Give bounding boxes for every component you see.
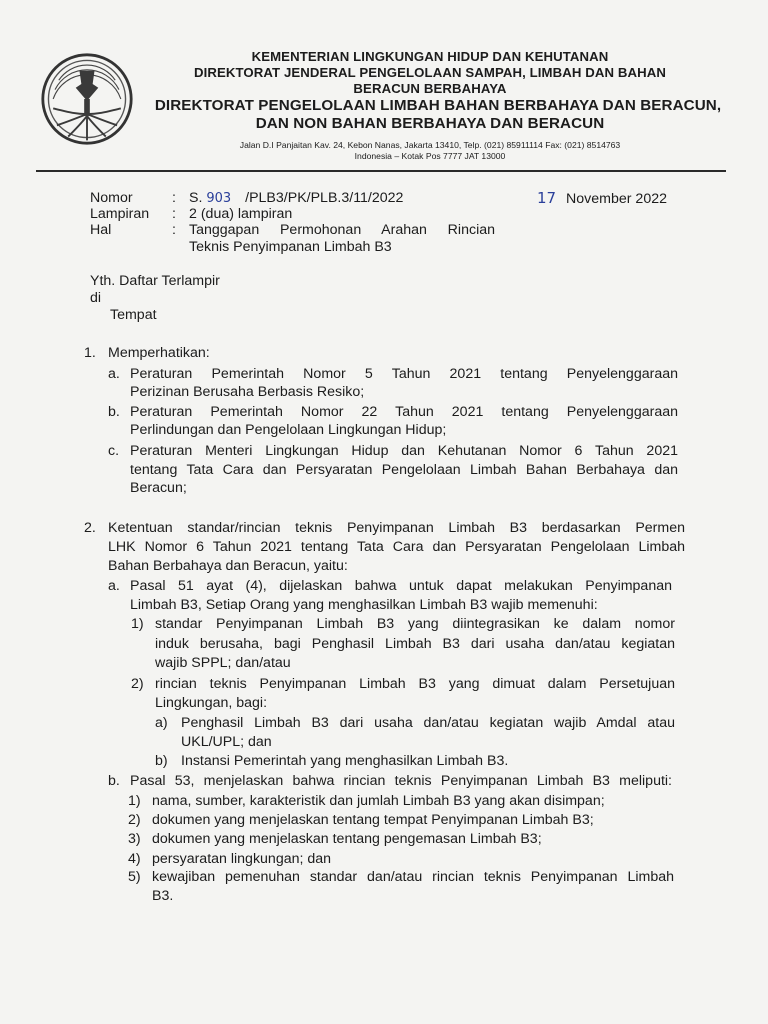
section2-line2: LHK Nomor 6 Tahun 2021 tentang Tata Cara dan Persyaratan Pengelolaan Limbah [108,539,685,555]
section2-b-item2-marker: 2) [128,812,141,828]
section2-a-line2: Limbah B3, Setiap Orang yang menghasilkan Limbah B3 wajib memenuhi: [130,597,598,613]
nomor-value [189,190,403,206]
lampiran-colon: : [172,206,176,222]
section1-a-marker: a. [108,366,120,382]
addressee-line3: Tempat [110,307,157,323]
section2-a-sub-a-line2: UKL/UPL; dan [181,734,272,750]
lampiran-value: 2 (dua) lampiran [189,206,293,222]
hal-colon: : [172,222,176,238]
section2-line3: Bahan Berbahaya dan Beracun, yaitu: [108,558,348,574]
directorate-line1: DIREKTORAT PENGELOLAAN LIMBAH BAHAN BERBAHAYA DAN BERACUN, [154,97,722,114]
section1-a-line2: Perizinan Berusaha Berbasis Resiko; [130,384,365,400]
ministry-name: KEMENTERIAN LINGKUNGAN HIDUP DAN KEHUTANAN [251,49,609,64]
addressee-line1: Yth. Daftar Terlampir [90,273,220,289]
directorate-general-line1: DIREKTORAT JENDERAL PENGELOLAAN SAMPAH, LIMBAH DAN BAHAN [193,65,667,80]
directorate-general-line2: BERACUN BERBAHAYA [353,81,507,96]
section2-a-item2-line1: rincian teknis Penyimpanan Limbah B3 yang dimuat dalam Persetujuan [155,676,675,692]
letter-date [537,189,667,207]
section2-a-item1-line1: standar Penyimpanan Limbah B3 yang diintegrasikan ke dalam nomor [155,616,675,632]
section2-b-item3-line1: dokumen yang menjelaskan tentang pengemasan Limbah B3; [152,831,542,847]
hal-label: Hal [90,222,112,238]
section2-a-line1: Pasal 51 ayat (4), dijelaskan bahwa untuk dapat melakukan Penyimpanan [130,578,672,594]
section2-a-sub-a-line1: Penghasil Limbah B3 dari usaha dan/atau kegiatan wajib Amdal atau [181,715,675,731]
addressee-line2: di [90,290,102,306]
date-handwritten: 17 [537,189,557,207]
section2-b-item4-line1: persyaratan lingkungan; dan [152,851,332,867]
date-rest: November 2022 [566,191,667,207]
hal-line1: Tanggapan Permohonan Arahan Rincian [189,222,495,238]
section2-a-sub-b-line1: Instansi Pemerintah yang menghasilkan Limbah B3. [181,753,509,769]
section2-b-item5-line2: B3. [152,888,174,904]
section2-a-item2-marker: 2) [131,676,144,692]
section2-b-item3-marker: 3) [128,831,141,847]
section2-b-marker: b. [108,773,120,789]
lampiran-label: Lampiran [90,206,150,222]
ministry-logo-icon [40,52,134,146]
section2-a-item1-line3: wajib SPPL; dan/atau [155,655,291,671]
section2-b-item5-marker: 5) [128,869,141,885]
section1-c-line2: tentang Tata Cara dan Persyaratan Pengelolaan Limbah Bahan Berbahaya dan [130,462,678,478]
section2-a-marker: a. [108,578,120,594]
section2-a-item1-line2: induk berusaha, bagi Penghasil Limbah B3 dari usaha dan/atau kegiatan [155,636,675,652]
section2-b-item2-line1: dokumen yang menjelaskan tentang tempat Penyimpanan Limbah B3; [152,812,594,828]
section2-a-sub-a-marker: a) [155,715,168,731]
section1-c-line1: Peraturan Menteri Lingkungan Hidup dan Kehutanan Nomor 6 Tahun 2021 [130,443,678,459]
section1-c-line3: Beracun; [130,480,187,496]
section2-b-item1-marker: 1) [128,793,141,809]
nomor-colon: : [172,190,176,206]
section2-b-item4-marker: 4) [128,851,141,867]
nomor-handwritten: 903 [206,191,232,206]
section1-b-line2: Perlindungan dan Pengelolaan Lingkungan Hidup; [130,422,447,438]
section1-intro: Memperhatikan: [108,345,210,361]
address-line2: Indonesia – Kotak Pos 7777 JAT 13000 [354,151,506,161]
hal-line2: Teknis Penyimpanan Limbah B3 [189,239,392,255]
nomor-suffix: /PLB3/PK/PLB.3/11/2022 [245,190,404,206]
section2-b-item1-line1: nama, sumber, karakteristik dan jumlah Limbah B3 yang akan disimpan; [152,793,605,809]
section2-number: 2. [84,520,96,536]
section1-number: 1. [84,345,96,361]
section2-a-item1-marker: 1) [131,616,144,632]
section1-c-marker: c. [108,443,120,459]
section1-b-line1: Peraturan Pemerintah Nomor 22 Tahun 2021 tentang Penyelenggaraan [130,404,678,420]
nomor-label: Nomor [90,190,133,206]
section2-a-sub-b-marker: b) [155,753,168,769]
section2-line1: Ketentuan standar/rincian teknis Penyimpanan Limbah B3 berdasarkan Permen [108,520,685,536]
nomor-prefix: S. [189,190,203,206]
section2-b-line1: Pasal 53, menjelaskan bahwa rincian teknis Penyimpanan Limbah B3 meliputi: [130,773,672,789]
section2-a-item2-line2: Lingkungan, bagi: [155,695,268,711]
letterhead-divider [36,170,726,172]
section1-a-line1: Peraturan Pemerintah Nomor 5 Tahun 2021 tentang Penyelenggaraan [130,366,678,382]
section2-b-item5-line1: kewajiban pemenuhan standar dan/atau rincian teknis Penyimpanan Limbah [152,869,674,885]
address-line1: Jalan D.I Panjaitan Kav. 24, Kebon Nanas, Jakarta 13410, Telp. (021) 85911114 Fax: (021) 8514763 [239,140,621,150]
section1-b-marker: b. [108,404,120,420]
directorate-line2: DAN NON BAHAN BERBAHAYA DAN BERACUN [255,115,605,132]
